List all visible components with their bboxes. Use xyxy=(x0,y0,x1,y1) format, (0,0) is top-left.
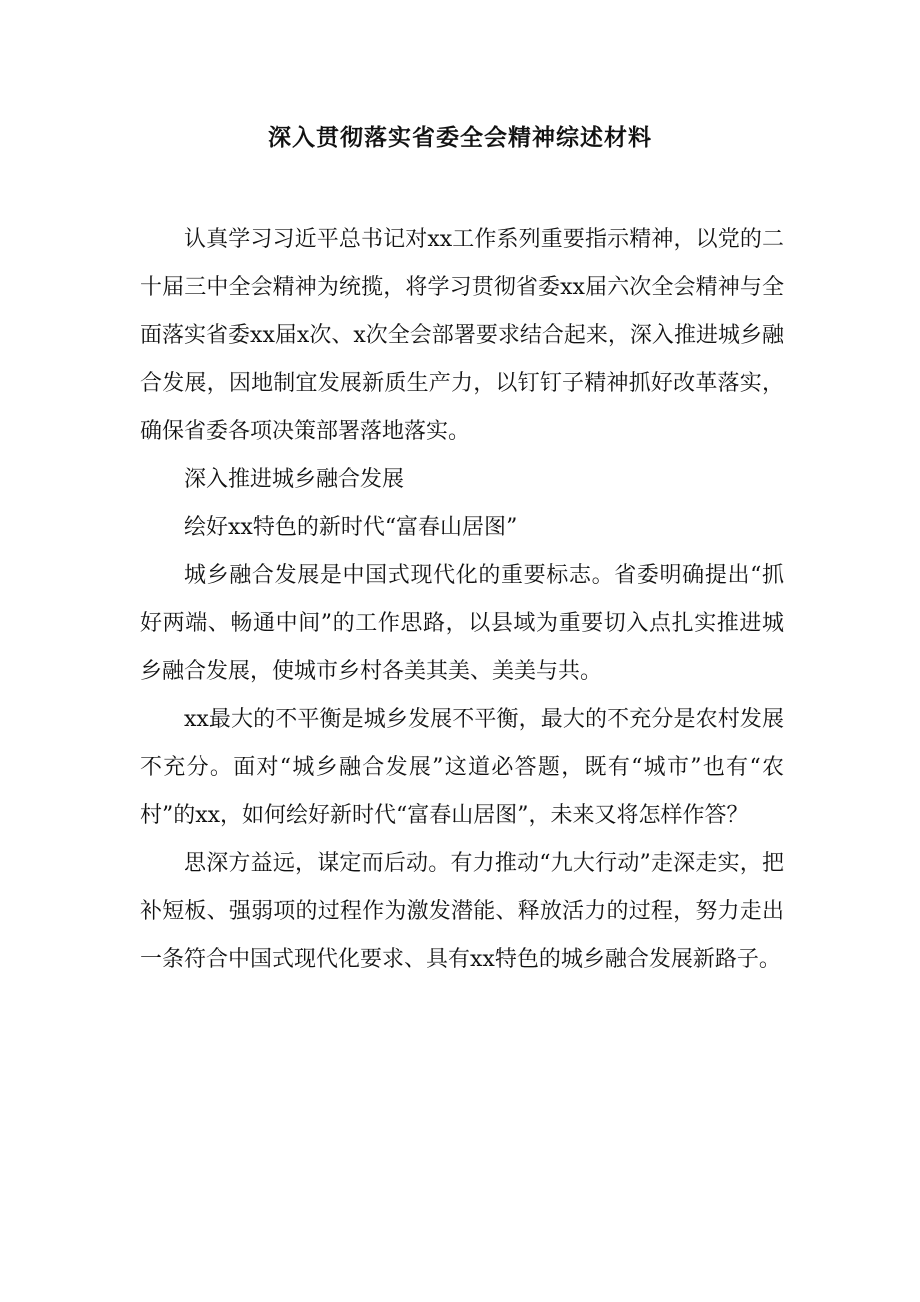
paragraph-urban-rural: 城乡融合发展是中国式现代化的重要标志。省委明确提出“抓好两端、畅通中间”的工作思路，以县域为重要切入点扎实推进城乡融合发展，使城市乡村各美其美、美美与共。 xyxy=(140,563,784,684)
section-subheading: 绘好xx特色的新时代“富春山居图” xyxy=(184,515,518,540)
paragraph-action: 思深方益远，谋定而后动。有力推动“九大行动”走深走实，把补短板、强弱项的过程作为激发潜能、释放活力的过程，努力走出一条符合中国式现代化要求、具有xx特色的城乡融合发展新路子。 xyxy=(140,851,784,972)
section-heading: 深入推进城乡融合发展 xyxy=(184,467,405,492)
document-body xyxy=(140,216,784,984)
paragraph-intro: 认真学习习近平总书记对xx工作系列重要指示精神，以党的二十届三中全会精神为统揽，将学习贯彻省委xx届六次全会精神与全面落实省委xx届x次、x次全会部署要求结合起来，深入推进城乡融合发展，因地制宜发展新质生产力，以钉钉子精神抓好改革落实，确保省委各项决策部署落地落实。 xyxy=(140,227,784,444)
document-title: 深入贯彻落实省委全会精神综述材料 xyxy=(268,124,652,151)
paragraph-imbalance: xx最大的不平衡是城乡发展不平衡，最大的不充分是农村发展不充分。面对“城乡融合发展”这道必答题，既有“城市”也有“农村”的xx，如何绘好新时代“富春山居图”，未来又将怎样作答？ xyxy=(140,707,784,828)
